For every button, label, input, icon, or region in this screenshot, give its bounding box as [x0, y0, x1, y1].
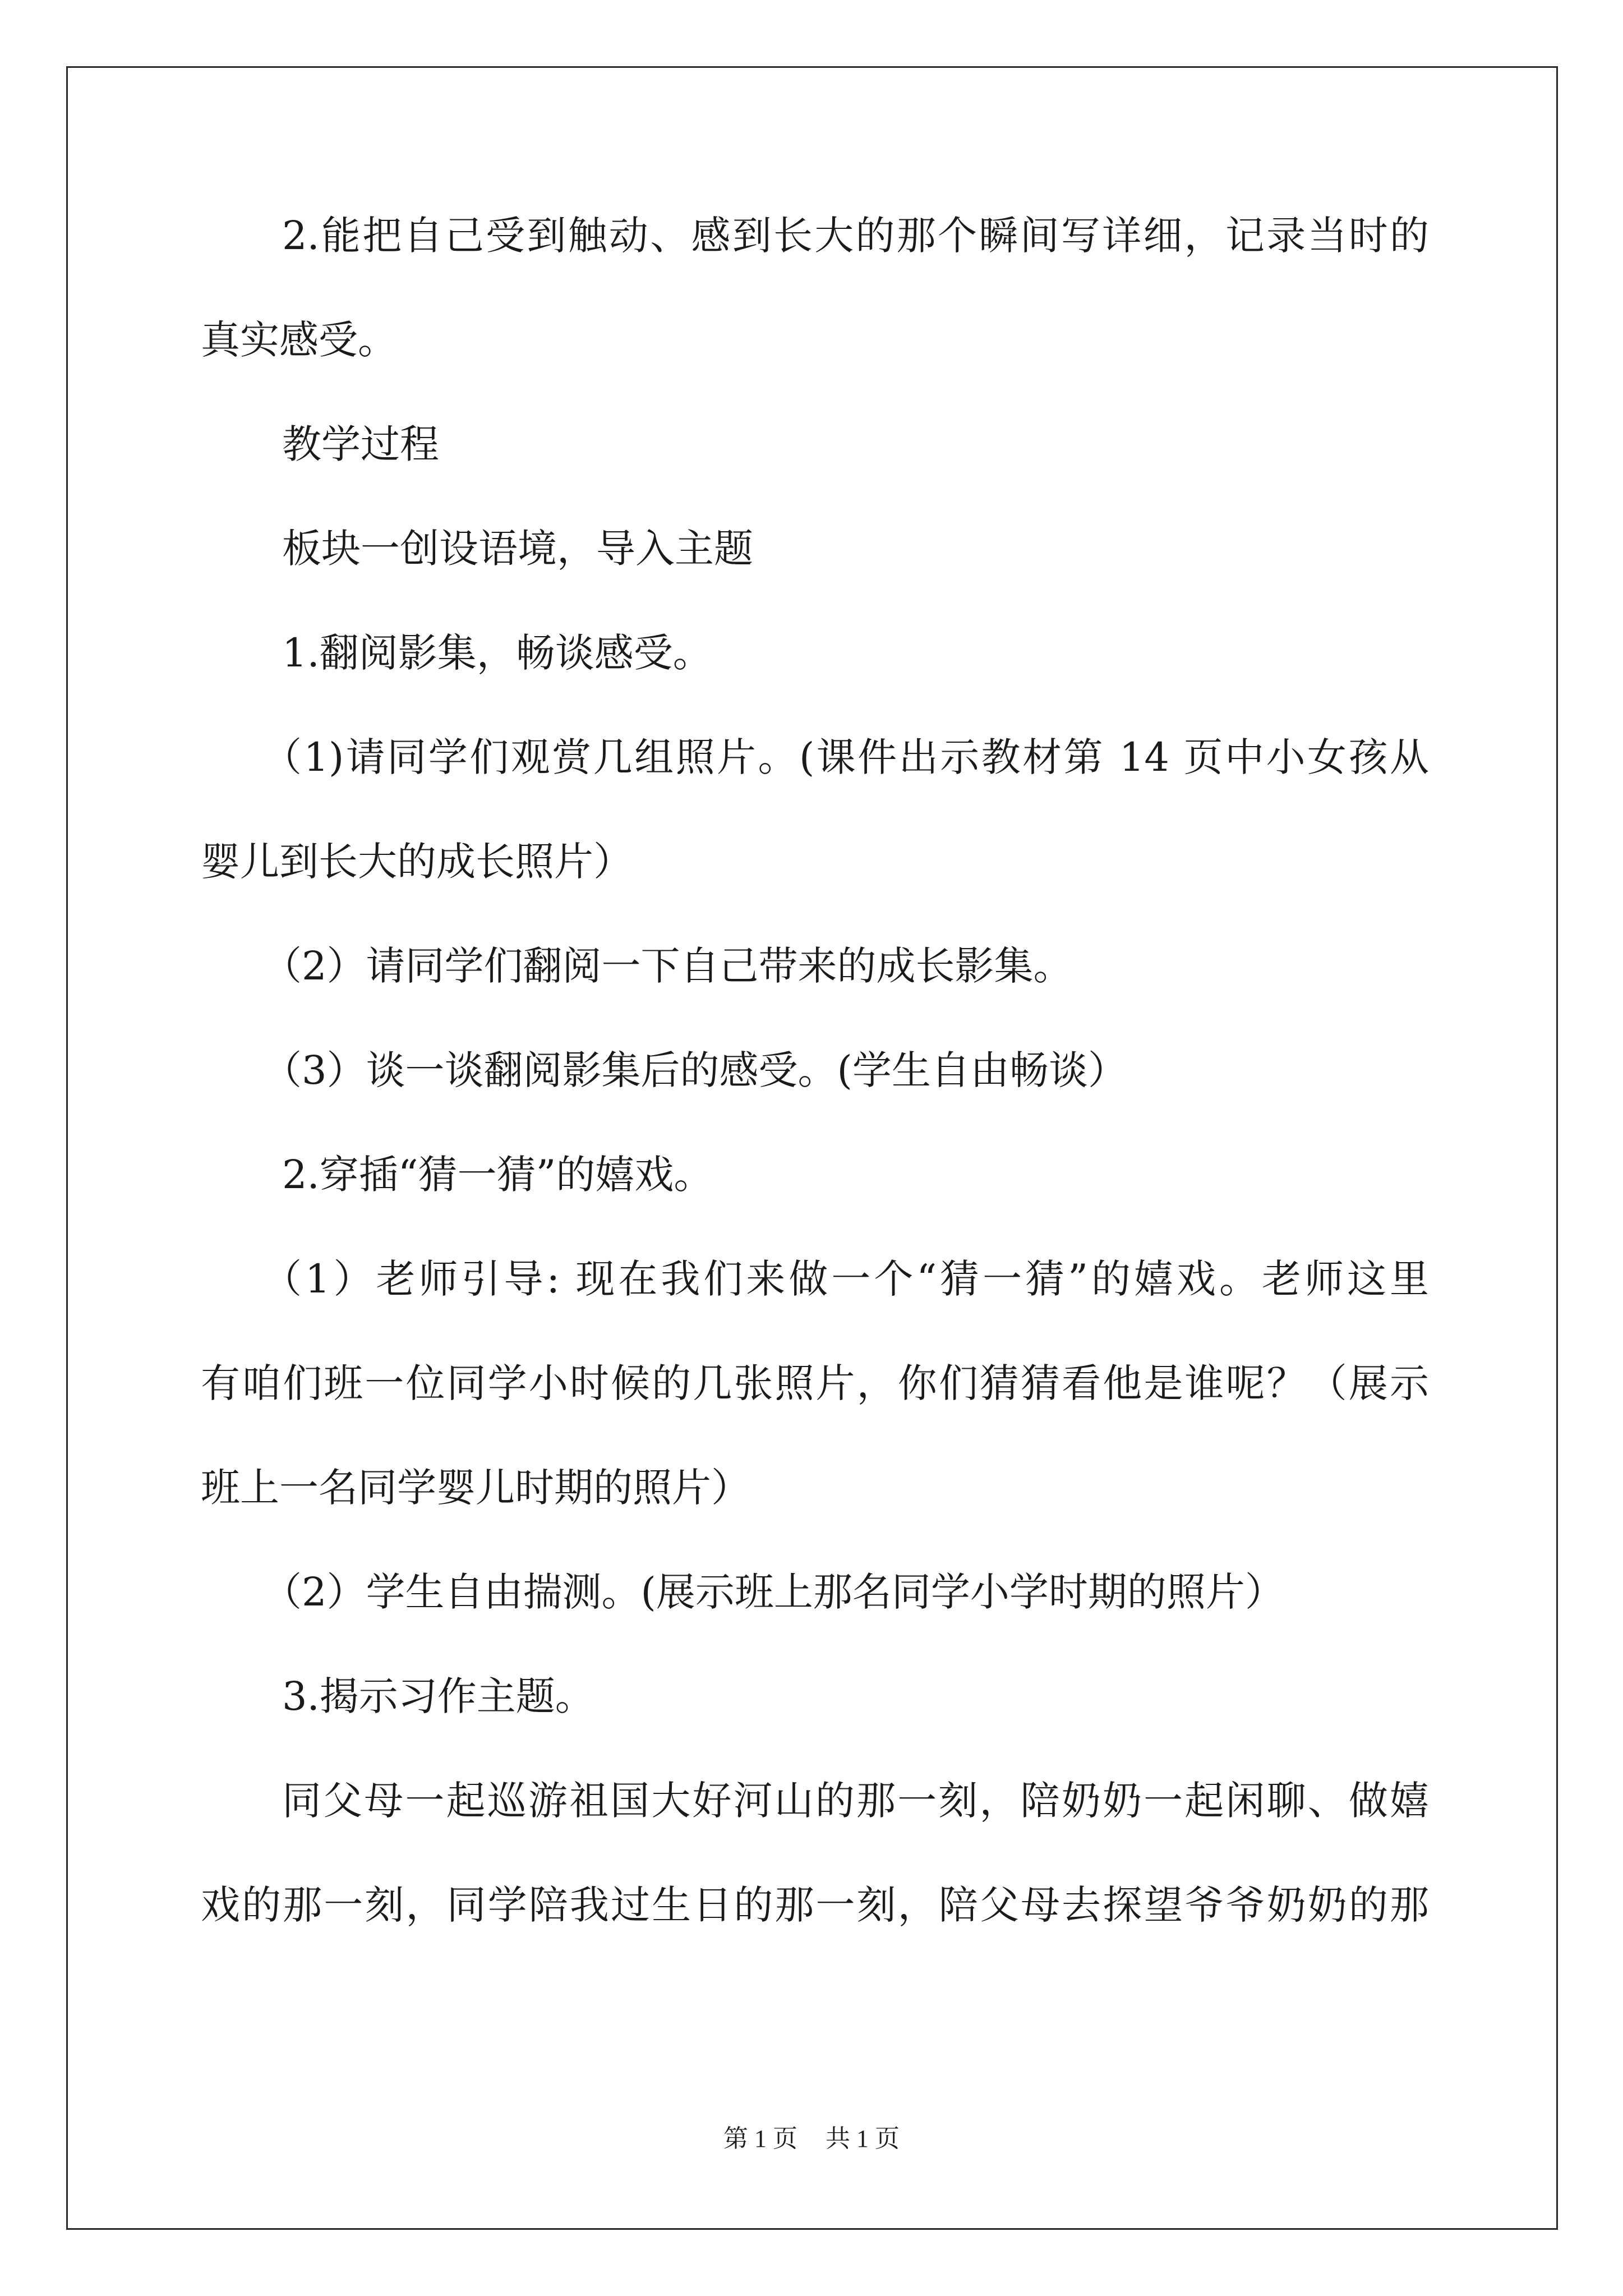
paragraph-line: （1）老师引导: 现在我们来做一个“猜一猜”的嬉戏。老师这里: [262, 1256, 1429, 1302]
paragraph-line: 有咱们班一位同学小时候的几张照片，你们猜猜看他是谁呢？（展示: [201, 1360, 1429, 1406]
paragraph-line: 婴儿到长大的成长照片）: [201, 839, 633, 885]
sub-item: （2）请同学们翻阅一下自己带来的成长影集。: [262, 943, 1073, 989]
paragraph-line: 真实感受。: [201, 317, 397, 363]
page-footer: [0, 2122, 1623, 2156]
page-total: 共 1 页: [826, 2125, 900, 2152]
section-heading: 教学过程: [282, 421, 439, 467]
paragraph-line: 同父母一起巡游祖国大好河山的那一刻，陪奶奶一起闲聊、做嬉: [282, 1778, 1429, 1824]
numbered-item: 2.穿插“猜一猜”的嬉戏。: [282, 1152, 713, 1198]
numbered-item: 1.翻阅影集，畅谈感受。: [282, 630, 712, 676]
paragraph-line: 班上一名同学婴儿时期的照片）: [201, 1465, 750, 1511]
block-heading: 板块一创设语境，导入主题: [282, 526, 753, 572]
paragraph-line: （1)请同学们观赏几组照片。(课件出示教材第 14 页中小女孩从: [262, 734, 1429, 780]
paragraph-line: 戏的那一刻，同学陪我过生日的那一刻，陪父母去探望爷爷奶奶的那: [201, 1882, 1429, 1928]
numbered-item: 3.揭示习作主题。: [282, 1673, 594, 1719]
sub-item: （3）谈一谈翻阅影集后的感受。(学生自由畅谈）: [262, 1047, 1127, 1093]
sub-item: （2）学生自由揣测。(展示班上那名同学小学时期的照片）: [262, 1569, 1284, 1615]
paragraph-line: 2.能把自己受到触动、感到长大的那个瞬间写详细，记录当时的: [282, 213, 1429, 259]
page-number: 第 1 页: [723, 2125, 797, 2152]
